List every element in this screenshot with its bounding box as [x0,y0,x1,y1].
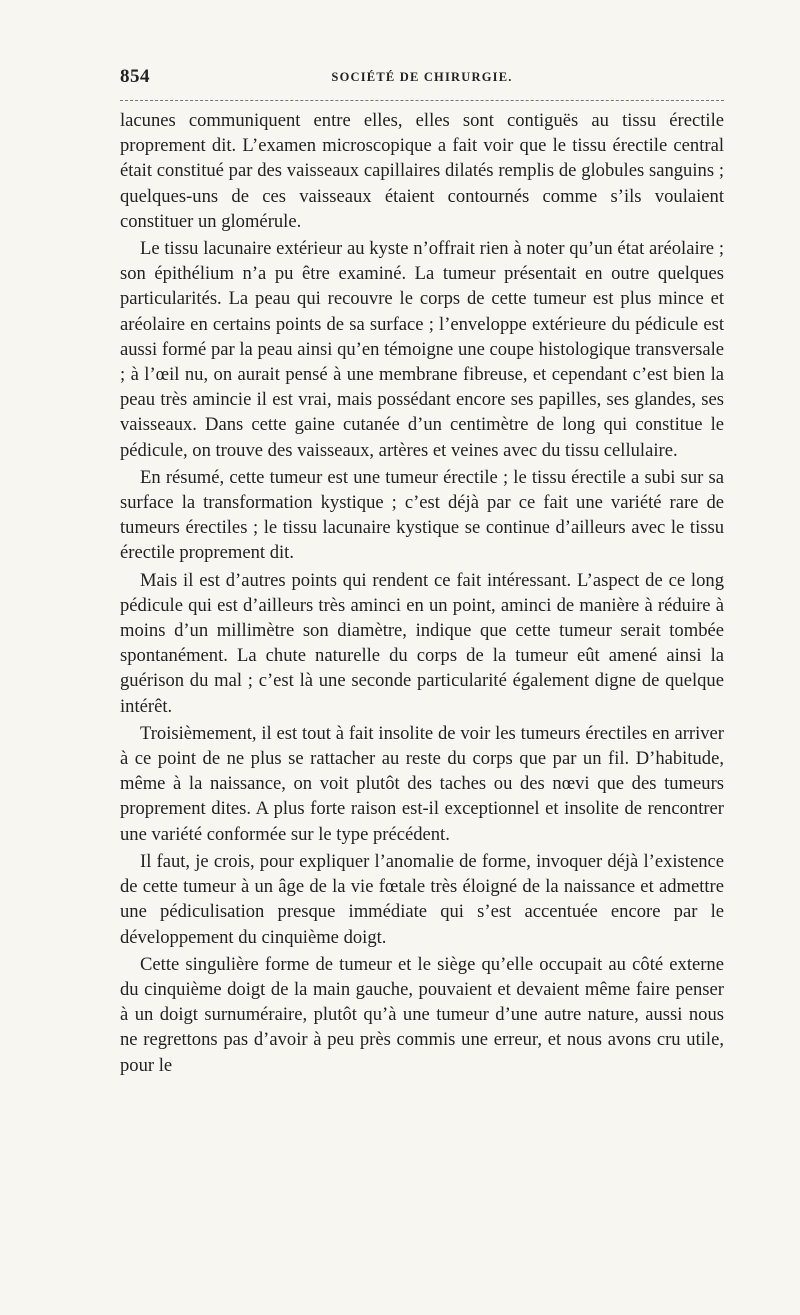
paragraph: Cette singulière forme de tumeur et le siège qu’elle occupait au côté externe du cinquième doigt de la main gauche, pouvaient et devaient même faire penser à un doigt surnuméraire, plutôt qu’à une tumeur d’une autre nature, aussi nous ne regrettons pas d’avoir à peu près commis une erreur, et nous avons cru utile, pour le [120,953,724,1076]
running-title: SOCIÉTÉ DE CHIRURGIE. [331,70,513,84]
page-number: 854 [120,66,150,87]
header-rule [120,100,724,101]
body-text [120,108,724,1080]
paragraph: Mais il est d’autres points qui rendent ce fait intéressant. L’aspect de ce long pédicule qui est d’ailleurs très aminci en un point, aminci de manière à réduire à moins d’un millimètre son diamètre, indique que cette tumeur serait tombée spontanément. La chute naturelle du corps de la tumeur eût amené ainsi la guérison du mal ; c’est là une seconde particularité également digne de quelque intérêt. [120,569,724,717]
paragraph: En résumé, cette tumeur est une tumeur érectile ; le tissu érectile a subi sur sa surface la transformation kystique ; c’est déjà par ce fait une variété rare de tumeurs érectiles ; le tissu lacunaire kystique se continue d’ailleurs avec le tissu érectile proprement dit. [120,466,724,564]
paragraph: lacunes communiquent entre elles, elles sont contiguës au tissu érectile proprement dit. L’examen microscopique a fait voir que le tissu érectile central était constitué par des vaisseaux capillaires dilatés remplis de globules sanguins ; quelques-uns de ces vaisseaux étaient contournés comme s’ils voulaient constituer un glomérule. [120,110,724,232]
paragraph: Le tissu lacunaire extérieur au kyste n’offrait rien à noter qu’un état aréolaire ; son épithélium n’a pu être examiné. La tumeur présentait en outre quelques particularités. La peau qui recouvre le corps de cette tumeur est plus mince et aréolaire en certains points de sa surface ; l’enveloppe extérieure du pédicule est aussi formé par la peau ainsi qu’en témoigne une coupe histologique transversale ; à l’œil nu, on aurait pensé à une membrane fibreuse, et cependant c’est bien la peau très amincie il est vrai, mais possédant encore ses papilles, ses glandes, ses vaisseaux. Dans cette gaine cutanée d’un centimètre de long qui constitue le pédicule, on trouve des vaisseaux, artères et veines avec du tissu cellulaire. [120,238,724,461]
page-header [120,66,724,96]
paragraph: Il faut, je crois, pour expliquer l’anomalie de forme, invoquer déjà l’existence de cette tumeur à un âge de la vie fœtale très éloigné de la naissance et admettre une pédiculisation presque immédiate qui s’est accentuée encore par le développement du cinquième doigt. [120,850,724,948]
paragraph: Troisièmement, il est tout à fait insolite de voir les tumeurs érectiles en arriver à ce point de ne plus se rattacher au reste du corps que par un fil. D’habitude, même à la naissance, on voit plutôt des taches ou des nœvi que des tumeurs proprement dites. A plus forte raison est-il exceptionnel et insolite de rencontrer une variété conformée sur le type précédent. [120,722,724,845]
